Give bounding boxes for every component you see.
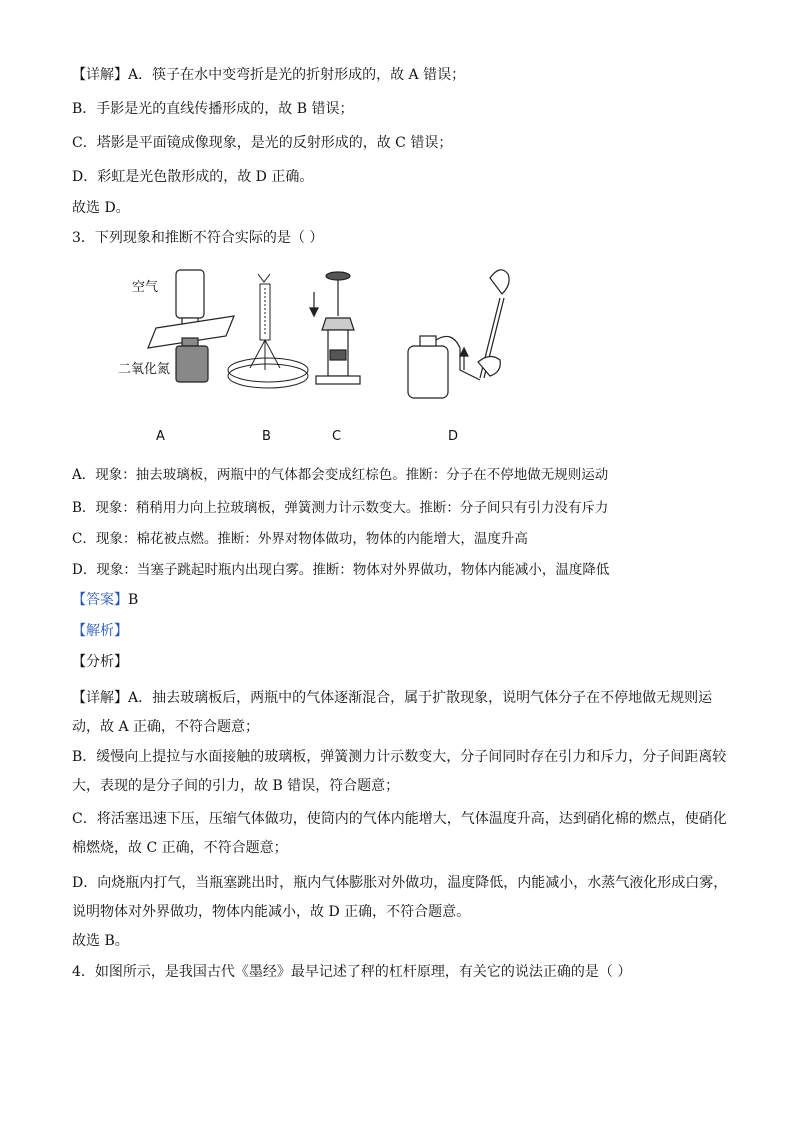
q2-choice: 故选 D。	[72, 200, 130, 216]
experiment-drawings	[118, 258, 538, 448]
q2-detail-a: 【详解】A．筷子在水中变弯折是光的折射形成的，故 A 错误；	[72, 67, 466, 83]
q3-choice: 故选 B。	[72, 933, 129, 949]
q3-explain-b: B．缓慢向上提拉与水面接触的玻璃板，弹簧测力计示数变大，分子间同时存在引力和斥力，分子间距离较大，表现的是分子间的引力，故 B 错误，符合题意；	[72, 749, 727, 794]
q3-option-a: A．现象：抽去玻璃板，两瓶中的气体都会变成红棕色。推断：分子在不停地做无规则运动	[72, 467, 609, 483]
q3-experiment-figure	[118, 258, 538, 448]
q3-option-b: B．现象：稍稍用力向上拉玻璃板，弹簧测力计示数变大。推断：分子间只有引力没有斥力	[72, 500, 609, 516]
label-nitrogen-dioxide: 二氧化氮	[118, 362, 171, 377]
q3-explain-c: C．将活塞迅速下压，压缩气体做功，使筒内的气体内能增大，气体温度升高，达到硝化棉的燃点，使硝化棉燃烧，故 C 正确，不符合题意；	[72, 811, 727, 856]
figure-c-piston	[310, 272, 360, 384]
answer-value: B	[128, 592, 139, 608]
q2-explain-c: C．塔影是平面镜成像现象，是光的反射形成的，故 C 错误；	[72, 135, 453, 151]
answer-tag: 【答案】	[72, 592, 128, 608]
q2-explain-d: D．彩虹是光色散形成的，故 D 正确。	[72, 169, 314, 185]
caption-c: C	[332, 429, 342, 444]
caption-d: D	[448, 429, 459, 444]
q3-option-c: C．现象：棉花被点燃。推断：外界对物体做功，物体的内能增大，温度升高	[72, 531, 528, 547]
q4-stem: 4．如图所示，是我国古代《墨经》最早记述了秤的杠杆原理，有关它的说法正确的是（ ）	[72, 964, 632, 980]
q3-analysis-tag: 【解析】	[72, 623, 128, 639]
q2-explain-b: B．手影是光的直线传播形成的，故 B 错误；	[72, 101, 354, 117]
q3-stem: 3．下列现象和推断不符合实际的是（ ）	[72, 230, 324, 246]
figure-d-bottle-pump	[408, 270, 509, 398]
figure-b-spring-scale	[228, 274, 308, 388]
label-air: 空气	[132, 280, 159, 295]
q3-detail-a: 【详解】A．抽去玻璃板后，两瓶中的气体逐渐混合，属于扩散现象，说明气体分子在不停地做无规则运动，故 A 正确，不符合题意；	[72, 690, 713, 735]
q3-fenxi: 【分析】	[72, 654, 128, 670]
caption-b: B	[262, 429, 271, 444]
q3-explain-d: D．向烧瓶内打气，当瓶塞跳出时，瓶内气体膨胀对外做功，温度降低，内能减小，水蒸气液化形成白雾，说明物体对外界做功，物体内能减小，故 D 正确，不符合题意。	[72, 875, 728, 920]
caption-a: A	[156, 429, 165, 444]
q3-answer	[72, 591, 732, 609]
q3-option-d: D．现象：当塞子跳起时瓶内出现白雾。推断：物体对外界做功，物体内能减小，温度降低	[72, 562, 610, 578]
